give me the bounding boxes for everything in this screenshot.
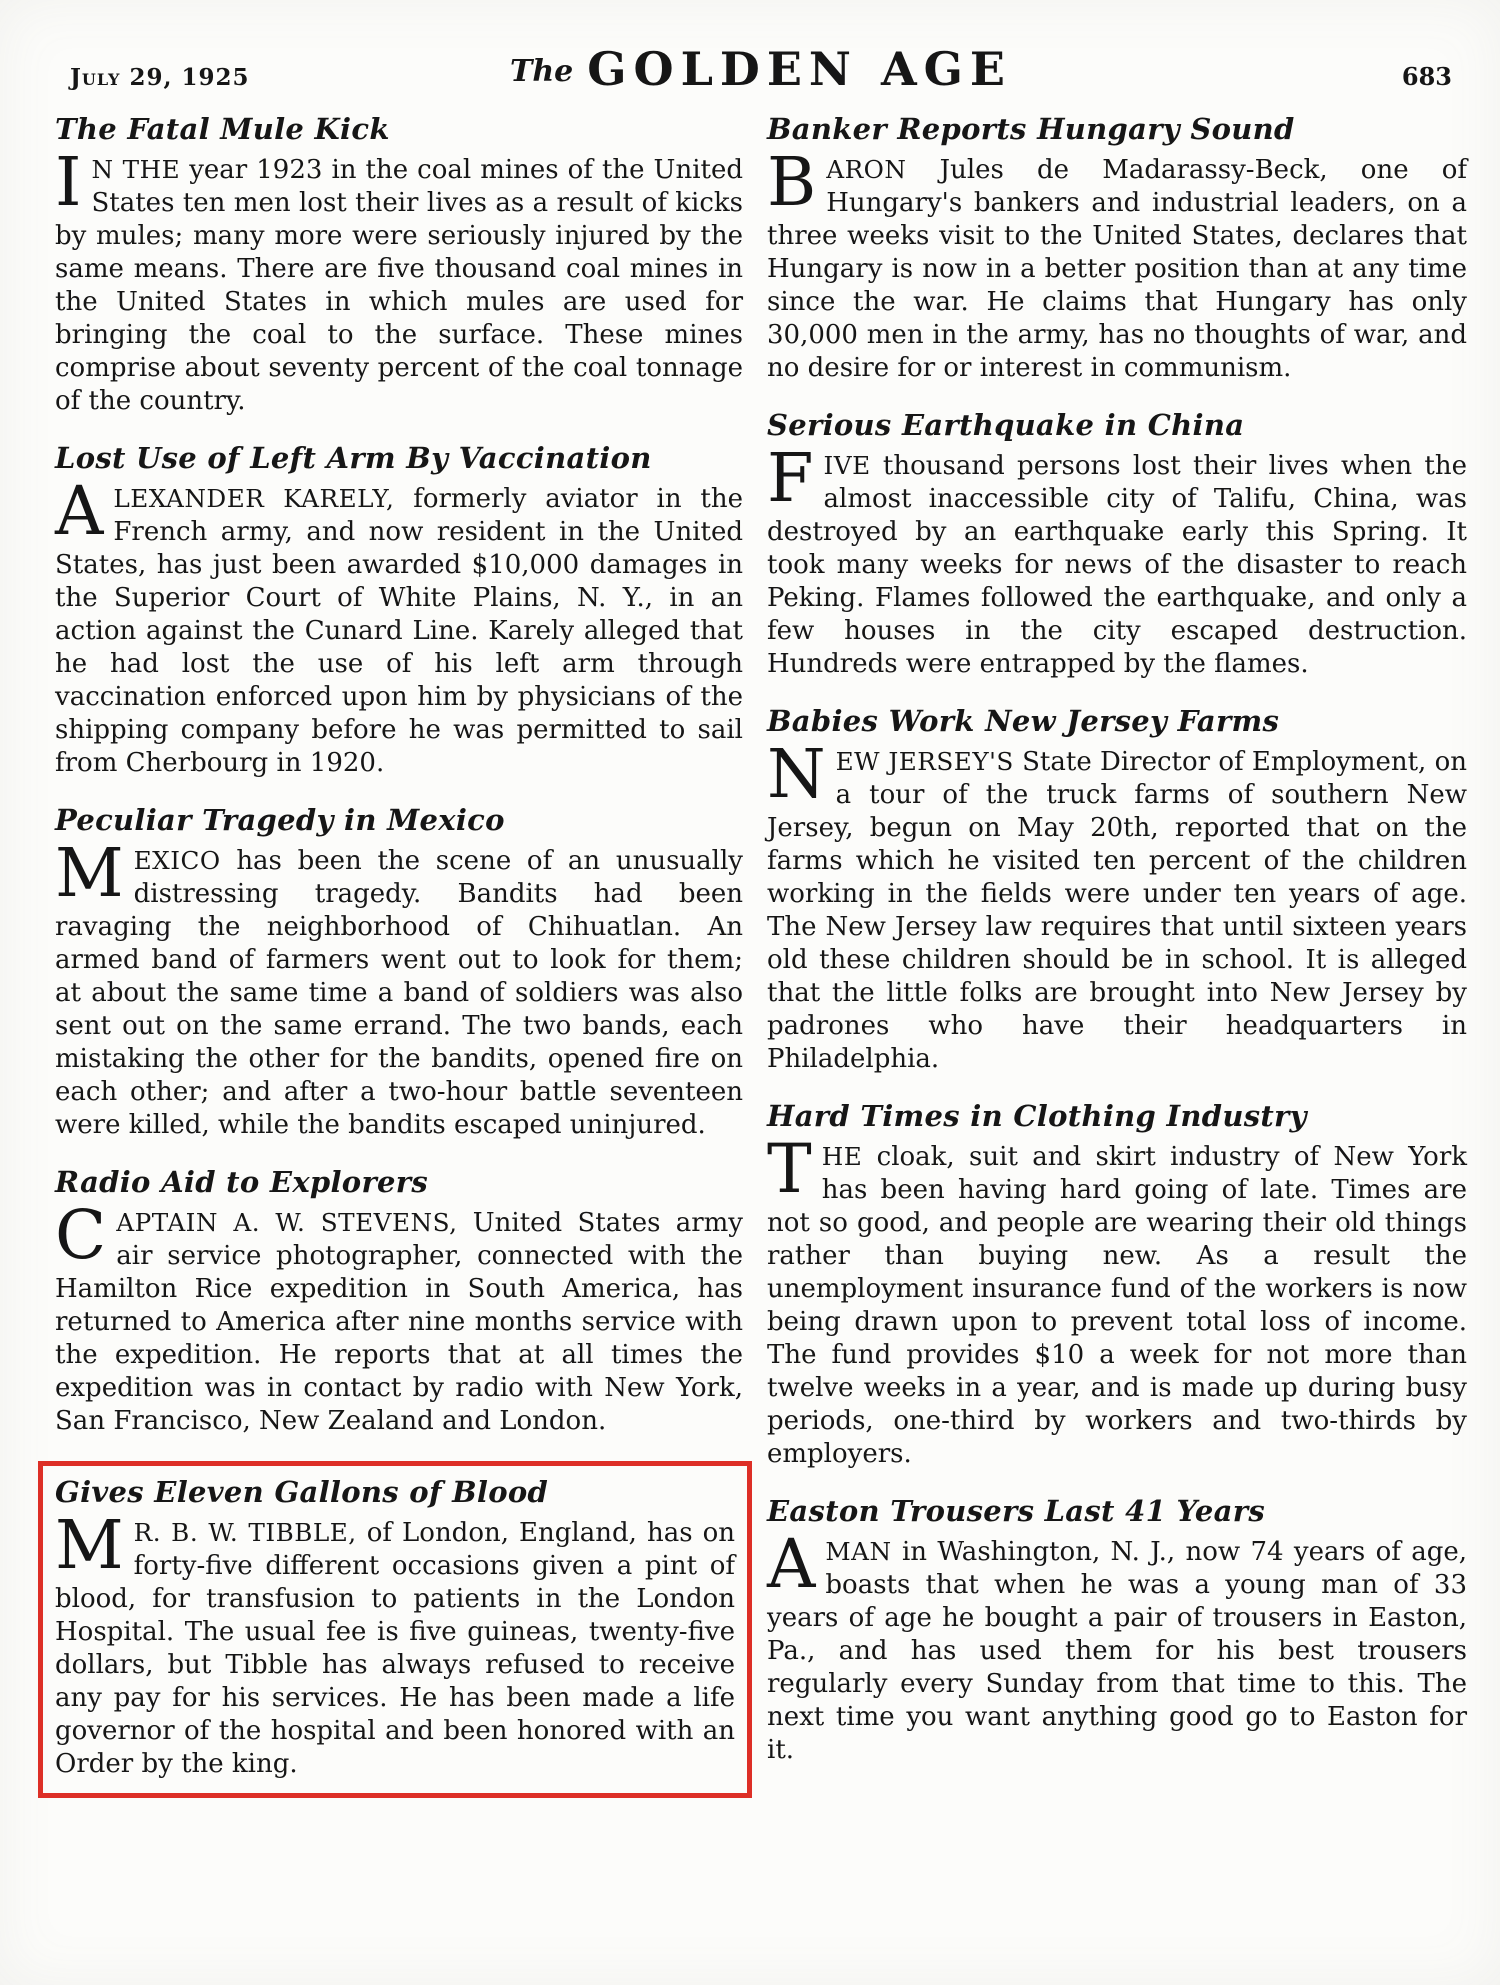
article-lead: MAN [825,1537,892,1566]
article-hard-times-clothing [767,1099,1467,1471]
masthead [510,42,1012,96]
dropcap: F [767,439,814,517]
article-title: Babies Work New Jersey Farms [767,704,1280,738]
article-title: The Fatal Mule Kick [55,112,390,146]
article-title: Peculiar Tragedy in Mexico [55,803,505,837]
article-body [767,143,1468,385]
dropcap: A [55,472,104,550]
article-columns [0,96,1500,1798]
article-text: in Washington, N. J., now 74 years of age, boasts that when he was a young man of 33 years of age he bought a pair of trousers in Easton, Pa., and has used them for his best trousers regularly every Sunday from that time to this. The next time you want anything good go to Easton for it. [767,1537,1467,1765]
article-title: Hard Times in Clothing Industry [767,1099,1307,1133]
dropcap: M [55,1506,124,1584]
article-text: year 1923 in the coal mines of the United States ten men lost their lives as a result of kicks by mules; many more were seriously injured by the same means. There are five thousand coal mines in the United States in which mules are used for bringing the coal to the surface. These mines comprise about seventy percent of the coal tonnage of the country. [55,155,744,416]
article-body [767,439,1467,681]
article-lead: R. B. W. TIBBLE, [133,1518,357,1547]
dropcap: T [767,1130,812,1208]
article-lead: EXICO [133,846,221,875]
dropcap: A [767,1525,816,1603]
page-header [0,0,1500,96]
article-text: cloak, suit and skirt industry of New York has been having hard going of late. Times are not so good, and people are wearing their old things rather than buying new. As a result the unemployment insurance fund of the workers is now being drawn upon to prevent total loss of income. The fund provides $10 a week for not more than twelve weeks in a year, and is made up during busy periods, one-third by workers and two-thirds by employers. [767,1142,1468,1469]
article-title: Banker Reports Hungary Sound [767,112,1295,146]
column-left [55,112,743,1798]
masthead-the: The [510,54,574,89]
article-lead: ARON [826,155,907,184]
issue-date: July 29, 1925 [70,64,250,91]
article-earthquake-china [767,408,1467,681]
article-body [767,735,1467,1076]
dropcap: N [767,735,826,813]
masthead-title: GOLDEN AGE [587,42,1012,96]
article-easton-trousers [767,1494,1467,1767]
article-radio-aid-explorers [55,1165,743,1438]
article-text: formerly aviator in the French army, and now resident in the United States, has just been awarded $10,000 damages in the Superior Court of White Plains, N. Y., in an action against the Cunard Line. Karely alleged that he had lost the use of his left arm through vaccination enforced upon him by physicians of the shipping company before he was permitted to sail from Cherbourg in 1920. [55,484,743,778]
article-body [55,1196,743,1438]
highlight-box [38,1461,752,1798]
article-body [767,1130,1468,1471]
article-text: State Director of Employment, on a tour of the truck farms of southern New Jersey, begun on May 20th, reported that on the farms which he visited ten percent of the children working in the fields were under ten years of age. The New Jersey law requires that until sixteen years old these children should be in school. It is alleged that the little folks are brought into New Jersey by padrones who have their headquarters in Philadelphia. [767,747,1467,1074]
article-lead: HE [821,1142,863,1171]
article-title: Easton Trousers Last 41 Years [767,1494,1265,1528]
article-title: Gives Eleven Gallons of Blood [55,1475,549,1509]
article-body [55,472,743,780]
article-text: of London, England, has on forty-five different occasions given a pint of blood, for transfusion to patients in the London Hospital. The usual fee is five guineas, twenty-five dollars, but Tibble has always refused to receive any pay for his services. He has been made a life governor of the hospital and been honored with an Order by the king. [55,1518,735,1779]
dropcap: I [55,143,82,221]
article-lost-arm-vaccination [55,441,743,780]
article-title: Radio Aid to Explorers [55,1165,428,1199]
article-body [55,834,743,1142]
article-babies-nj-farms [767,704,1467,1076]
article-title: Lost Use of Left Arm By Vaccination [55,441,652,475]
article-tragedy-mexico [55,803,743,1142]
article-lead: APTAIN A. W. STEVENS, [116,1208,458,1237]
article-body [767,1525,1467,1767]
dropcap: C [55,1196,107,1274]
article-text: thousand persons lost their lives when the almost inaccessible city of Talifu, China, was destroyed by an earthquake early this Spring. It took many weeks for news of the disaster to reach Peking. Flames followed the earthquake, and only a few houses in the city escaped destruction. Hundreds were entrapped by the flames. [767,451,1467,679]
article-eleven-gallons-blood [55,1475,735,1781]
column-right [767,112,1467,1798]
article-text: Jules de Madarassy-Beck, one of Hungary's bankers and industrial leaders, on a three weeks visit to the United States, declares that Hungary is now in a better position than at any time since the war. He claims that Hungary has only 30,000 men in the army, has no thoughts of war, and no desire for or interest in communism. [767,155,1468,383]
article-fatal-mule-kick [55,112,743,418]
dropcap: B [767,143,817,221]
article-banker-hungary [767,112,1467,385]
dropcap: M [55,834,124,912]
article-title: Serious Earthquake in China [767,408,1245,442]
article-lead: IVE [823,451,871,480]
article-lead: LEXANDER KARELY, [113,484,395,513]
article-text: has been the scene of an unusually distressing tragedy. Bandits had been ravaging the neighborhood of Chihuatlan. An armed band of farmers went out to look for them; at about the same time a band of soldiers was also sent out on the same errand. The two bands, each mistaking the other for the bandits, opened fire on each other; and after a two-hour battle seventeen were killed, while the bandits escaped uninjured. [55,846,743,1140]
page-number: 683 [1401,62,1452,91]
article-text: United States army air service photographer, connected with the Hamilton Rice expedition in South America, has returned to America after nine months service with the expedition. He reports that at all times the expedition was in contact by radio with New York, San Francisco, New Zealand and London. [55,1208,743,1436]
article-body [55,1506,735,1781]
article-lead: EW JERSEY'S [835,747,1014,776]
article-body [55,143,744,418]
article-lead: N THE [91,155,181,184]
